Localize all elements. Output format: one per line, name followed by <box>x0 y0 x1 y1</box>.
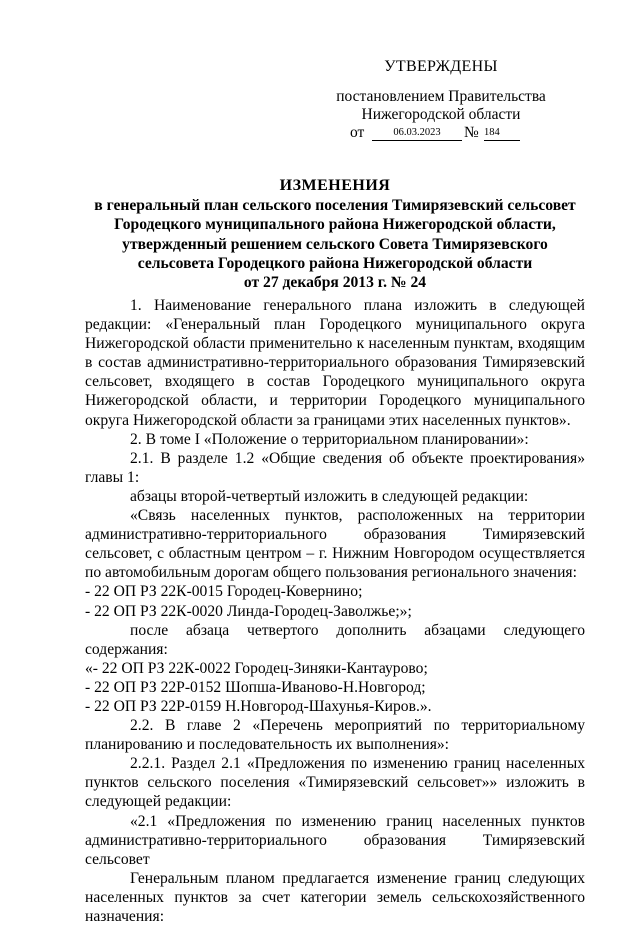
approval-from-label: от <box>350 124 365 141</box>
paragraph-10: Генеральным планом предлагается изменение границ следующих населенных пунктов за счет категории земель сельскохозяйственного назначения: <box>85 869 585 925</box>
title-line-1: в генеральный план сельского поселения Тимирязевский сельсовет <box>94 197 576 215</box>
paragraph-9: «2.1 «Предложения по изменению границ населенных пунктов административно-территориального образования Тимирязевский сельсовет <box>85 812 585 868</box>
title-line-4: сельсовета Городецкого района Нижегородской области <box>137 254 533 272</box>
paragraph-7: 2.2. В главе 2 «Перечень мероприятий по территориальному планированию и последовательность их выполнения»: <box>85 717 585 754</box>
paragraph-5: «Связь населенных пунктов, расположенных на территории административно-территориального образования Тимирязевский сельсовет, с областным центром – г. Нижним Новгородом осуществляется по автомобильным дорогам общего пользования регионального значения: <box>85 507 585 582</box>
title-line-3: утвержденный решением сельского Совета Тимирязевского <box>122 235 548 253</box>
paragraph-4: абзацы второй-четвертый изложить в следующей редакции: <box>130 487 529 505</box>
title-main: ИЗМЕНЕНИЯ <box>279 177 391 194</box>
list-item-3: «- 22 ОП РЗ 22К-0022 Городец-Зиняки-Кантаурово; <box>85 659 428 677</box>
paragraph-2: 2. В томе I «Положение о территориальном планировании»: <box>130 430 529 448</box>
approval-line-2: Нижегородской области <box>361 106 521 123</box>
list-item-4: - 22 ОП РЗ 22Р-0152 Шопша-Иваново-Н.Новгород; <box>85 678 426 696</box>
approval-title: УТВЕРЖДЕНЫ <box>384 58 498 75</box>
title-line-5: от 27 декабря 2013 г. № 24 <box>243 274 427 292</box>
paragraph-1: 1. Наименование генерального плана изложить в следующей редакции: «Генеральный план Городецкого муниципального округа Нижегородской области применительно к населенным пунктам, входящим в состав административно-территориального образования Тимирязевский сельсовет, входящего в состав Городецкого муниципального округа Нижегородской области, и территории Городецкого муниципального округа Нижегородской области за границами этих населенных пунктов». <box>85 297 585 429</box>
approval-date-row <box>332 124 550 142</box>
list-item-2: - 22 ОП РЗ 22К-0020 Линда-Городец-Заволжье;»; <box>85 602 412 620</box>
paragraph-6: после абзаца четвертого дополнить абзацами следующего содержания: <box>85 621 585 658</box>
list-item-1: - 22 ОП РЗ 22К-0015 Городец-Ковернино; <box>85 583 363 601</box>
document-body <box>85 296 585 926</box>
approval-stamp <box>332 58 550 142</box>
paragraph-8: 2.2.1. Раздел 2.1 «Предложения по изменению границ населенных пунктов сельского поселения «Тимирязевский сельсовет»» изложить в следующей редакции: <box>85 755 585 811</box>
approval-number: 184 <box>484 126 520 141</box>
approval-line-1: постановлением Правительства <box>336 88 546 105</box>
list-item-5: - 22 ОП РЗ 22Р-0159 Н.Новгород-Шахунья-Киров.». <box>85 697 432 715</box>
paragraph-3: 2.1. В разделе 1.2 «Общие сведения об объекте проектирования» главы 1: <box>85 449 585 486</box>
document-title <box>60 176 610 292</box>
approval-number-label: № <box>464 124 479 141</box>
approval-date: 06.03.2023 <box>372 126 462 141</box>
title-line-2: Городецкого муниципального района Нижегородской области, <box>114 216 556 234</box>
